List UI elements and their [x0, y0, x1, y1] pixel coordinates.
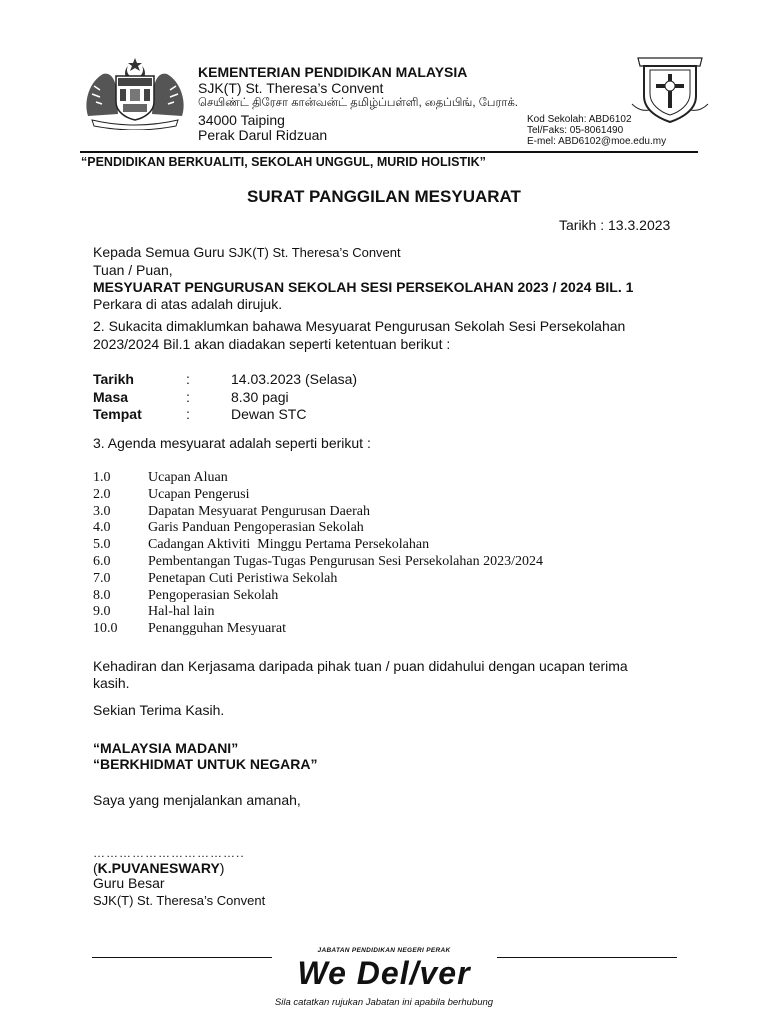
footer-divider-right [497, 957, 677, 958]
agenda-text: Cadangan Aktiviti Minggu Pertama Persekolahan [148, 537, 430, 553]
detail-colon: : [186, 371, 190, 387]
agenda-number: 7.0 [93, 570, 111, 586]
slogan-berkhidmat: “BERKHIDMAT UNTUK NEGARA” [93, 756, 318, 772]
reference-line: Perkara di atas adalah dirujuk. [93, 296, 283, 312]
ministry-name: KEMENTERIAN PENDIDIKAN MALAYSIA [198, 64, 468, 80]
recipient-school: SJK(T) St. Theresa’s Convent [228, 245, 401, 260]
agenda-number: 5.0 [93, 537, 111, 553]
detail-colon: : [186, 388, 190, 405]
thanks-line: Sekian Terima Kasih. [93, 702, 225, 718]
school-motto: “PENDIDIKAN BERKUALITI, SEKOLAH UNGGUL, MURID HOLISTIK” [81, 155, 486, 169]
footer-department: JABATAN PENDIDIKAN NEGERI PERAK [317, 947, 451, 954]
signatory-paren-close: ) [219, 860, 225, 876]
recipient-prefix: Kepada Semua Guru [93, 244, 229, 260]
list-item [93, 554, 543, 571]
school-code: Kod Sekolah: ABD6102 [527, 114, 632, 125]
signatory-title: Guru Besar [93, 875, 165, 891]
letter-date: Tarikh : 13.3.2023 [559, 217, 671, 233]
school-crest-logo [630, 52, 710, 124]
paragraph-2-line-1: 2. Sukacita dimaklumkan bahawa Mesyuarat Pengurusan Sekolah Sesi Persekolahan [93, 318, 626, 334]
we-deliver-logo: We Del/ver [297, 955, 471, 991]
list-item [93, 520, 543, 537]
signatory-paren-open: ( [93, 860, 98, 876]
phone-fax: Tel/Faks: 05-8061490 [527, 125, 624, 136]
list-item [93, 621, 543, 638]
detail-row [93, 389, 357, 407]
paragraph-2-line-2: 2023/2024 Bil.1 akan diadakan seperti ketentuan berikut : [93, 336, 451, 352]
trust-line: Saya yang menjalankan amanah, [93, 792, 301, 808]
agenda-text: Pembentangan Tugas-Tugas Pengurusan Sesi Persekolahan 2023/2024 [148, 553, 543, 569]
agenda-text: Penangguhan Mesyuarat [148, 621, 287, 637]
postcode-city: 34000 Taiping [198, 112, 285, 128]
detail-label: Tarikh [93, 371, 134, 387]
detail-row [93, 371, 357, 389]
list-item [93, 604, 543, 621]
detail-label: Masa [93, 388, 129, 405]
recipient-line [93, 244, 401, 261]
closing-line-1: Kehadiran dan Kerjasama daripada pihak tuan / puan didahului dengan ucapan terima [93, 658, 628, 674]
school-name-tamil: செயிண்ட் திரேசா கான்வன்ட் தமிழ்ப்பள்ளி, தைப்பிங், பேராக். [198, 97, 518, 109]
agenda-list [93, 470, 543, 638]
list-item [93, 571, 543, 588]
slogan-malaysia-madani: “MALAYSIA MADANI” [93, 740, 239, 756]
salutation: Tuan / Puan, [93, 262, 173, 278]
agenda-text: Garis Panduan Pengoperasian Sekolah [148, 520, 364, 536]
agenda-number: 3.0 [93, 503, 111, 519]
closing-line-2: kasih. [93, 675, 130, 691]
agenda-text: Dapatan Mesyuarat Pengurusan Daerah [148, 503, 370, 519]
list-item [93, 470, 543, 487]
agenda-number: 6.0 [93, 553, 111, 569]
detail-value: 8.30 pagi [231, 388, 289, 405]
detail-label: Tempat [93, 406, 142, 422]
agenda-text: Hal-hal lain [148, 604, 215, 620]
agenda-number: 10.0 [93, 621, 118, 637]
malaysia-coat-of-arms-logo [78, 56, 192, 130]
agenda-number: 2.0 [93, 486, 111, 502]
agenda-text: Ucapan Aluan [148, 470, 228, 485]
footer-note: Sila catatkan rujukan Jabatan ini apabila berhubung [274, 997, 494, 1008]
signatory-school: SJK(T) St. Theresa’s Convent [93, 893, 266, 908]
signatory-name-text: K.PUVANESWARY [97, 860, 220, 876]
letter-title: SURAT PANGGILAN MESYUARAT [247, 187, 521, 206]
agenda-text: Penetapan Cuti Peristiwa Sekolah [148, 570, 338, 586]
list-item [93, 537, 543, 554]
agenda-text: Ucapan Pengerusi [148, 486, 250, 502]
subject-line: MESYUARAT PENGURUSAN SEKOLAH SESI PERSEKOLAHAN 2023 / 2024 BIL. 1 [93, 279, 634, 295]
paragraph-3: 3. Agenda mesyuarat adalah seperti berikut : [93, 435, 371, 451]
email-address: E-mel: ABD6102@moe.edu.my [527, 136, 667, 147]
detail-value: 14.03.2023 (Selasa) [231, 371, 358, 387]
list-item [93, 504, 543, 521]
agenda-number: 8.0 [93, 587, 111, 603]
header-divider [80, 151, 698, 153]
meeting-details [93, 371, 357, 424]
detail-value: Dewan STC [231, 406, 307, 422]
list-item [93, 588, 543, 605]
agenda-number: 1.0 [93, 470, 111, 485]
agenda-text: Pengoperasian Sekolah [148, 587, 279, 603]
detail-colon: : [186, 406, 190, 422]
school-name: SJK(T) St. Theresa’s Convent [198, 80, 384, 96]
state-name: Perak Darul Ridzuan [198, 127, 328, 143]
agenda-number: 4.0 [93, 520, 111, 536]
detail-row [93, 406, 357, 424]
footer-divider-left [92, 957, 272, 958]
list-item [93, 487, 543, 504]
signature-dots: …………………………….. [93, 846, 245, 860]
agenda-number: 9.0 [93, 604, 111, 620]
